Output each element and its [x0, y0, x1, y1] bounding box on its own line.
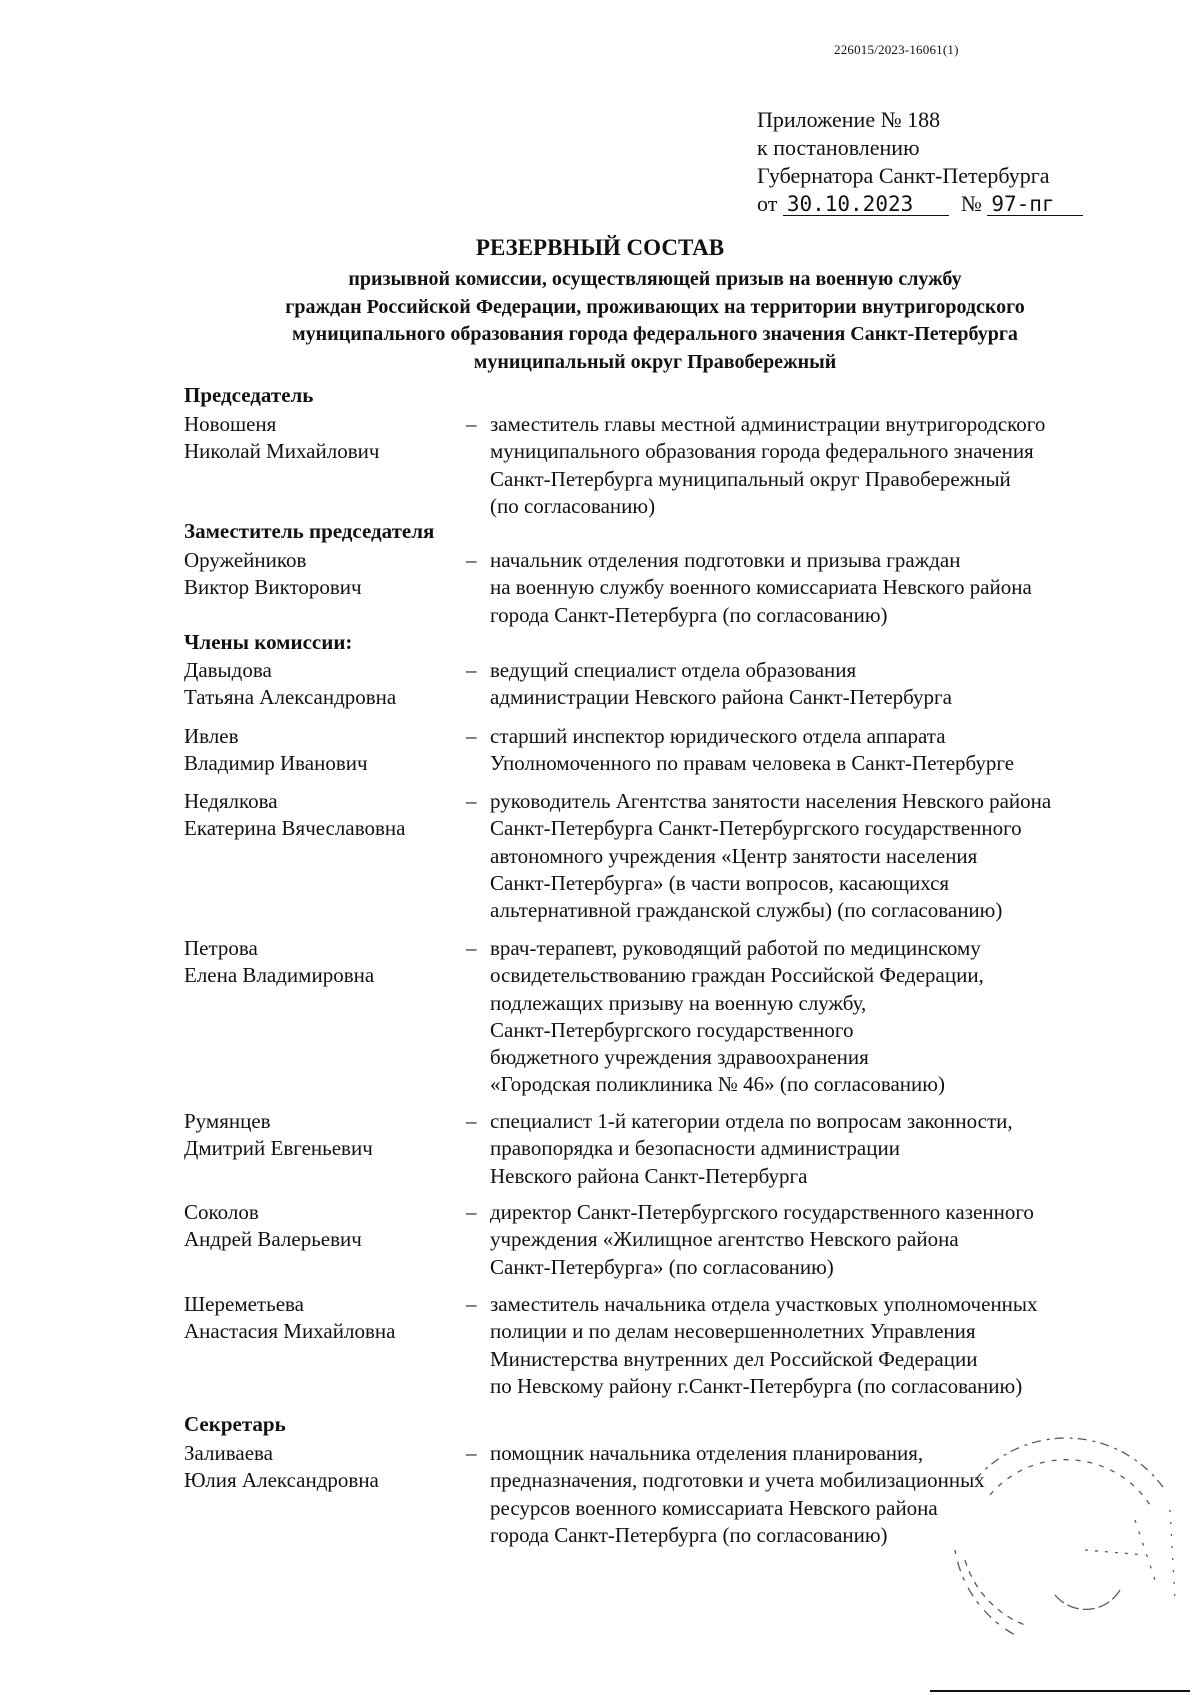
- given-names: Татьяна Александровна: [184, 685, 397, 710]
- role-line: полиции и по делам несовершеннолетних Управления: [490, 1319, 976, 1344]
- role-line: ресурсов военного комиссариата Невского района: [490, 1495, 938, 1520]
- appendix-line-2: к постановлению: [757, 135, 920, 160]
- role-line: правопорядка и безопасности администрации: [490, 1136, 900, 1161]
- role-line: Санкт-Петербурга» (по согласованию): [490, 1254, 834, 1279]
- dash: –: [466, 1200, 477, 1224]
- role-line: Уполномоченного по правам человека в Санкт-Петербурге: [490, 751, 1015, 776]
- dash: –: [466, 412, 477, 436]
- dash: –: [466, 789, 477, 813]
- from-label: от: [757, 191, 778, 216]
- role-line: Санкт-Петербургского государственного: [490, 1017, 854, 1042]
- role-line: ведущий специалист отдела образования: [490, 658, 857, 682]
- role-line: Санкт-Петербурга Санкт-Петербургского государственного: [490, 816, 1022, 841]
- member-name: [184, 1199, 464, 1254]
- member-role: [490, 723, 1170, 778]
- given-names: Виктор Викторович: [184, 575, 362, 600]
- member-role: [490, 1199, 1170, 1281]
- role-line: по Невскому району г.Санкт-Петербурга (по согласованию): [490, 1373, 1023, 1398]
- role-line: «Городская поликлиника № 46» (по согласованию): [490, 1072, 945, 1097]
- surname: Новошеня: [184, 412, 277, 436]
- member-role: [490, 1108, 1170, 1190]
- page-title: РЕЗЕРВНЫЙ СОСТАВ: [475, 235, 725, 260]
- role-line: специалист 1-й категории отдела по вопросам законности,: [490, 1109, 1013, 1133]
- appendix-date-line: [757, 190, 1083, 218]
- role-line: руководитель Агентства занятости населения Невского района: [490, 789, 1052, 813]
- member-role: [490, 547, 1170, 629]
- given-names: Елена Владимировна: [184, 963, 375, 988]
- subtitle-line: муниципальный округ Правобережный: [473, 350, 837, 373]
- member-role: [490, 788, 1170, 924]
- appendix-line-1: Приложение № 188: [757, 107, 941, 132]
- role-line: альтернативной гражданской службы) (по согласованию): [490, 898, 1003, 923]
- dash: –: [466, 548, 477, 572]
- member-name: [184, 657, 464, 712]
- role-line: освидетельствованию граждан Российской Федерации,: [490, 963, 984, 988]
- subtitle-line: призывной комиссии, осуществляющей призыв на военную службу: [348, 268, 962, 290]
- role-line: Санкт-Петербурга» (в части вопросов, касающихся: [490, 870, 950, 895]
- member-name: [184, 1108, 464, 1163]
- role-line: начальник отделения подготовки и призыва граждан: [490, 548, 961, 572]
- role-line: помощник начальника отделения планирования,: [490, 1441, 924, 1465]
- role-line: Министерства внутренних дел Российской Федерации: [490, 1346, 978, 1371]
- given-names: Владимир Иванович: [184, 751, 368, 776]
- given-names: Дмитрий Евгеньевич: [184, 1136, 373, 1161]
- surname: Заливаева: [184, 1441, 273, 1465]
- role-line: города Санкт-Петербурга (по согласованию): [490, 602, 888, 627]
- role-line: врач-терапевт, руководящий работой по медицинскому: [490, 936, 981, 960]
- given-names: Анастасия Михайловна: [184, 1319, 396, 1344]
- member-name: [184, 935, 464, 990]
- role-line: Невского района Санкт-Петербурга: [490, 1163, 808, 1188]
- member-name: [184, 547, 464, 602]
- section-members-heading: Члены комиссии:: [184, 630, 353, 654]
- given-names: Николай Михайлович: [184, 439, 380, 464]
- subtitle-line: муниципального образования города федерального значения Санкт-Петербурга: [292, 323, 1018, 345]
- member-role: [490, 411, 1170, 520]
- role-line: администрации Невского района Санкт-Петербурга: [490, 685, 952, 710]
- role-line: учреждения «Жилищное агентство Невского района: [490, 1227, 959, 1252]
- member-name: [184, 723, 464, 778]
- given-names: Екатерина Вячеславовна: [184, 816, 406, 841]
- number-label: №: [960, 191, 982, 216]
- dash: –: [466, 658, 477, 682]
- surname: Оружейников: [184, 548, 307, 572]
- role-line: города Санкт-Петербурга (по согласованию): [490, 1522, 888, 1547]
- decree-date: 30.10.2023: [783, 193, 949, 216]
- section-deputy-heading: Заместитель председателя: [184, 519, 435, 543]
- role-line: старший инспектор юридического отдела аппарата: [490, 724, 946, 748]
- decree-number: 97-пг: [987, 193, 1083, 216]
- surname: Шереметьева: [184, 1292, 304, 1316]
- role-line: подлежащих призыву на военную службу,: [490, 990, 867, 1015]
- member-name: [184, 788, 464, 843]
- role-line: предназначения, подготовки и учета мобилизационных: [490, 1468, 985, 1493]
- subtitle-line: граждан Российской Федерации, проживающих на территории внутригородского: [285, 295, 1025, 318]
- official-seal-stamp: [935, 1420, 1185, 1660]
- role-line: муниципального образования города федерального значения: [490, 439, 1034, 464]
- document-number: 226015/2023-16061(1): [834, 42, 959, 57]
- member-role: [490, 1291, 1170, 1400]
- surname: Ивлев: [184, 724, 239, 748]
- role-line: Санкт-Петербурга муниципальный округ Правобережный: [490, 466, 1011, 491]
- dash: –: [466, 1441, 477, 1465]
- dash: –: [466, 724, 477, 748]
- member-name: [184, 411, 464, 466]
- page-subtitle: [130, 266, 1180, 376]
- given-names: Юлия Александровна: [184, 1468, 379, 1493]
- given-names: Андрей Валерьевич: [184, 1227, 362, 1252]
- surname: Давыдова: [184, 658, 272, 682]
- surname: Петрова: [184, 936, 258, 960]
- appendix-line-3: Губернатора Санкт-Петербурга: [757, 163, 1050, 188]
- dash: –: [466, 1109, 477, 1133]
- member-name: [184, 1440, 464, 1495]
- role-line: заместитель начальника отдела участковых уполномоченных: [490, 1292, 1038, 1316]
- surname: Румянцев: [184, 1109, 271, 1133]
- member-name: [184, 1291, 464, 1346]
- section-secretary-heading: Секретарь: [184, 1412, 286, 1436]
- surname: Соколов: [184, 1200, 259, 1224]
- role-line: бюджетного учреждения здравоохранения: [490, 1045, 869, 1070]
- member-role: [490, 935, 1170, 1099]
- surname: Недялкова: [184, 789, 278, 813]
- role-line: заместитель главы местной администрации внутригородского: [490, 412, 1046, 436]
- role-line: директор Санкт-Петербургского государственного казенного: [490, 1200, 1034, 1224]
- role-line: автономного учреждения «Центр занятости населения: [490, 843, 978, 868]
- role-line: на военную службу военного комиссариата Невского района: [490, 575, 1032, 600]
- dash: –: [466, 1292, 477, 1316]
- dash: –: [466, 936, 477, 960]
- bottom-rule: [930, 1690, 1190, 1692]
- section-chairman-heading: Председатель: [184, 383, 314, 407]
- appendix-block: [757, 106, 1083, 218]
- member-role: [490, 657, 1170, 712]
- role-line: (по согласованию): [490, 493, 656, 518]
